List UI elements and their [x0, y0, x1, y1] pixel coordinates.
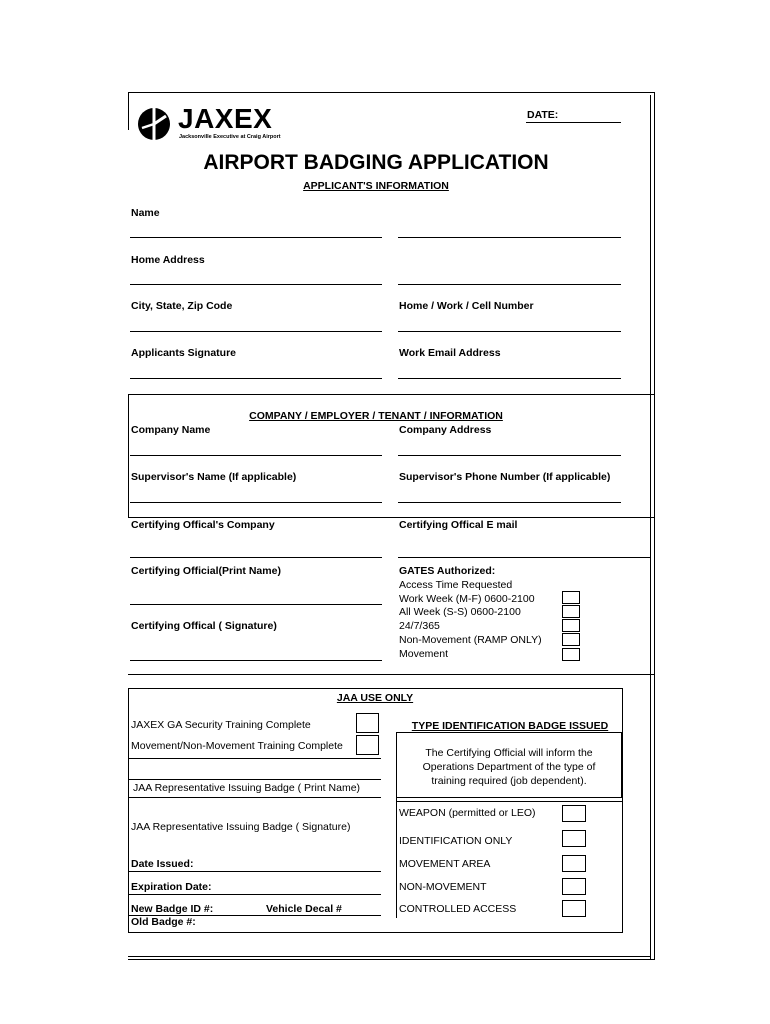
rep-print-name-field[interactable] [129, 779, 381, 780]
home-address-field-1[interactable] [130, 284, 382, 285]
name-field-first[interactable] [130, 237, 382, 238]
gate-checkbox-all-week[interactable] [562, 605, 580, 618]
phone-field[interactable] [398, 331, 621, 332]
rep-print-name-label: JAA Representative Issuing Badge ( Print Name) [133, 782, 361, 794]
gate-checkbox-movement[interactable] [562, 648, 580, 661]
cert-signature-label: Certifying Offical ( Signature) [131, 620, 277, 632]
jaa-divider-1 [129, 758, 381, 759]
cert-print-name-label: Certifying Official(Print Name) [131, 565, 281, 577]
home-address-field-2[interactable] [398, 284, 621, 285]
jaa-use-only-title: JAA USE ONLY [336, 692, 414, 704]
jaxex-logo-icon [136, 106, 172, 142]
company-name-label: Company Name [131, 424, 211, 436]
supervisor-phone-field[interactable] [398, 502, 621, 503]
gate-checkbox-24-7[interactable] [562, 619, 580, 632]
name-label: Name [131, 207, 160, 219]
new-badge-id-label: New Badge ID #: [131, 903, 214, 915]
jaa-divider-2 [129, 797, 381, 798]
badge-option-weapon: WEAPON (permitted or LEO) [399, 807, 536, 819]
company-address-field[interactable] [398, 455, 621, 456]
movement-training-label: Movement/Non-Movement Training Complete [131, 740, 343, 752]
badge-checkbox-non-movement[interactable] [562, 878, 586, 895]
phone-label: Home / Work / Cell Number [399, 300, 534, 312]
date-label: DATE: [527, 109, 559, 121]
badge-option-non-movement: NON-MOVEMENT [399, 881, 487, 893]
applicant-signature-field[interactable] [130, 378, 382, 379]
badge-checkbox-weapon[interactable] [562, 805, 586, 822]
badge-option-movement-area: MOVEMENT AREA [399, 858, 491, 870]
cert-print-name-field[interactable] [130, 604, 382, 605]
badge-checkbox-identification[interactable] [562, 830, 586, 847]
vehicle-decal-label: Vehicle Decal # [266, 903, 342, 915]
section-divider-company [128, 394, 654, 395]
old-badge-label: Old Badge #: [131, 916, 196, 928]
page-title: AIRPORT BADGING APPLICATION [203, 151, 549, 174]
brand-tagline: Jacksonville Executive at Craig Airport [179, 134, 281, 140]
gate-checkbox-non-movement[interactable] [562, 633, 580, 646]
name-field-last[interactable] [398, 237, 621, 238]
badge-type-top-line [396, 801, 622, 802]
security-training-label: JAXEX GA Security Training Complete [131, 719, 311, 731]
badge-checkbox-controlled-access[interactable] [562, 900, 586, 917]
supervisor-phone-label: Supervisor's Phone Number (If applicable) [399, 471, 611, 483]
date-issued-field[interactable] [129, 871, 381, 872]
applicant-signature-label: Applicants Signature [131, 347, 237, 359]
cert-company-label: Certifying Offical's Company [131, 519, 275, 531]
company-name-field[interactable] [130, 455, 382, 456]
home-address-label: Home Address [131, 254, 205, 266]
badge-option-identification: IDENTIFICATION ONLY [399, 835, 513, 847]
cert-email-field[interactable] [398, 557, 650, 558]
badge-option-controlled-access: CONTROLLED ACCESS [399, 903, 517, 915]
section-company-info: COMPANY / EMPLOYER / TENANT / INFORMATION [249, 410, 503, 422]
cert-signature-field[interactable] [130, 660, 382, 661]
certifying-note-text: The Certifying Official will inform the Operations Department of the type of training required (job dependent). [422, 747, 596, 787]
rep-signature-label: JAA Representative Issuing Badge ( Signature) [131, 821, 351, 833]
expiration-date-field[interactable] [129, 894, 381, 895]
section-frame-left [128, 394, 129, 518]
gate-checkbox-work-week[interactable] [562, 591, 580, 604]
brand-name: JAXEX [178, 103, 273, 134]
access-time-label: Access Time Requested [399, 579, 513, 591]
city-state-zip-field[interactable] [130, 331, 382, 332]
gate-option-24-7: 24/7/365 [399, 620, 440, 632]
gate-option-work-week: Work Week (M-F) 0600-2100 [399, 593, 535, 605]
supervisor-name-label: Supervisor's Name (If applicable) [131, 471, 297, 483]
work-email-field[interactable] [398, 378, 621, 379]
cert-company-field[interactable] [130, 557, 382, 558]
movement-training-checkbox[interactable] [356, 735, 379, 755]
section-applicant-info: APPLICANT'S INFORMATION [303, 180, 449, 192]
supervisor-name-field[interactable] [130, 502, 382, 503]
gate-option-movement: Movement [399, 648, 449, 660]
badge-type-title: TYPE IDENTIFICATION BADGE ISSUED [411, 720, 609, 732]
certifying-note-box [396, 732, 622, 798]
cert-email-label: Certifying Offical E mail [399, 519, 518, 531]
city-state-zip-label: City, State, Zip Code [131, 300, 233, 312]
gate-option-non-movement: Non-Movement (RAMP ONLY) [399, 634, 542, 646]
badge-checkbox-movement-area[interactable] [562, 855, 586, 872]
section-divider-certifying [128, 517, 654, 518]
security-training-checkbox[interactable] [356, 713, 379, 733]
date-field[interactable] [526, 122, 621, 123]
date-issued-label: Date Issued: [131, 858, 194, 870]
gate-option-all-week: All Week (S-S) 0600-2100 [399, 606, 521, 618]
gates-title: GATES Authorized: [399, 565, 496, 577]
expiration-date-label: Expiration Date: [131, 881, 212, 893]
badge-type-divider [396, 798, 397, 918]
work-email-label: Work Email Address [399, 347, 501, 359]
section-divider-jaa [128, 674, 654, 675]
company-address-label: Company Address [399, 424, 492, 436]
